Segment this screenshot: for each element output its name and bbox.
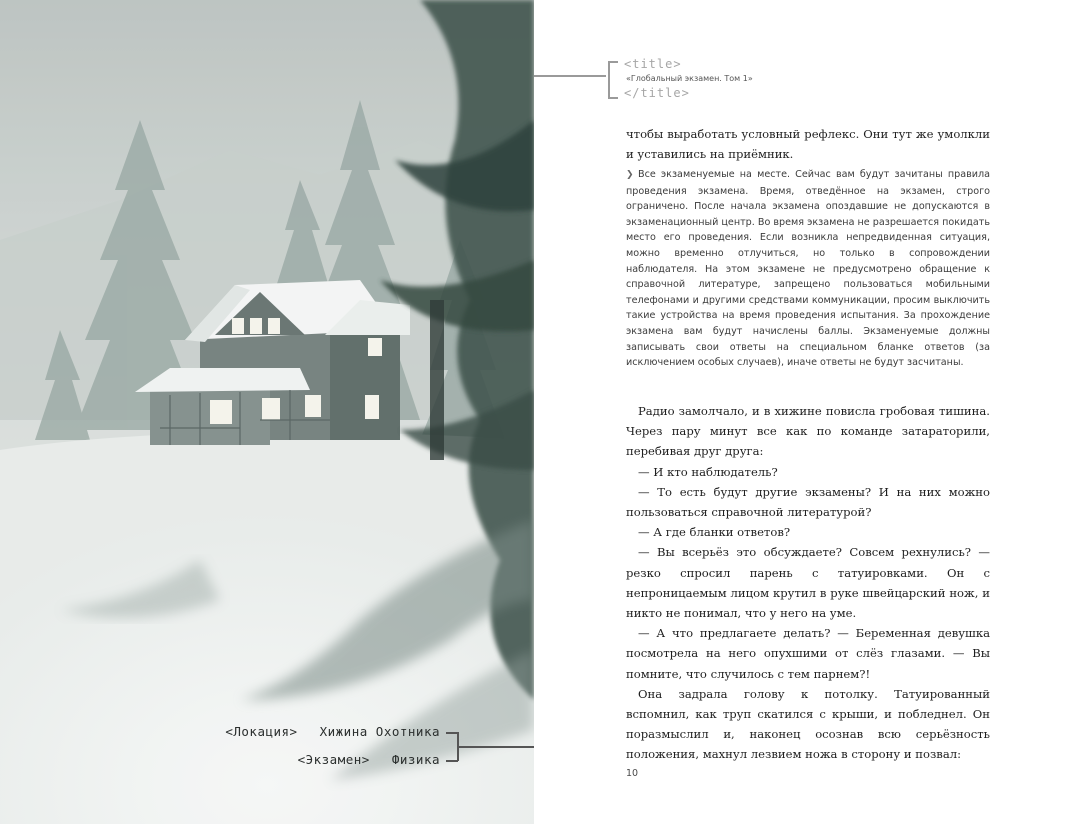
location-row	[225, 724, 440, 739]
meta-bracket-bottom	[446, 760, 458, 762]
running-title	[624, 56, 753, 101]
title-bracket	[608, 61, 618, 99]
radio-message: Все экзаменуемые на месте. Сейчас вам будут зачитаны правила проведения экзамена. Время, отведённое на экзамен, строго ограничено. После начала экзамена опоздавшие не допускаются в экзаменационный центр. Во время экзамена не разрешается покидать место его проведения. Если возникла непредвиденная ситуация, можно временно отлучиться, но только в сопровождении наблюдателя. На этом экзамене не предусмотрено обращение к справочной литературе, запрещено пользоваться мобильными телефонами и другими средствами коммуникации, просим выключить такие устройства на время проведения испытания. За прохождение экзамена вам будут начислены баллы. Экзаменуемые должны записывать свои ответы на специальном бланке ответов (за исключением особых случаев), иначе ответы не будут засчитаны.	[626, 169, 990, 369]
exam-value: Физика	[391, 752, 440, 767]
intro-paragraph: чтобы выработать условный рефлекс. Они тут же умолкли и уставились на приёмник.	[626, 127, 990, 162]
exam-row	[298, 752, 440, 767]
text-page	[534, 0, 1067, 824]
meta-bracket-connector	[457, 746, 534, 748]
paragraph: Радио замолчало, и в хижине повисла гробовая тишина. Через пару минут все как по команде затараторили, перебивая друг друга:	[626, 404, 990, 459]
page-number: 10	[626, 768, 639, 779]
location-value: Хижина Охотника	[319, 724, 440, 739]
location-label: <Локация>	[225, 724, 298, 739]
title-connector-line	[534, 75, 606, 77]
radio-chevron-icon: ❯	[626, 170, 634, 180]
radio-announcement	[626, 167, 990, 371]
paragraph: — И кто наблюдатель?	[638, 464, 778, 479]
paragraph: — А что предлагаете делать? — Беременная девушка посмотрела на него опухшими от слёз глазами. — Вы помните, что случилось с тем парнем?!	[626, 626, 990, 681]
book-title: «Глобальный экзамен. Том 1»	[626, 74, 753, 83]
exam-label: <Экзамен>	[297, 752, 370, 767]
paragraph: — А где бланки ответов?	[638, 525, 791, 540]
paragraph: — То есть будут другие экзамены? И на них можно пользоваться справочной литературой?	[626, 484, 990, 520]
intro-text	[626, 124, 990, 164]
title-open-tag: <title>	[624, 57, 682, 71]
dialogue-text	[626, 401, 990, 765]
paragraph: — Вы всерьёз это обсуждаете? Совсем рехнулись? — резко спросил парень с татуировками. Он с непроницаемым лицом крутил в руке швейцарский нож, и никто не понимал, что у него на уме.	[626, 545, 990, 621]
title-close-tag: </title>	[624, 86, 690, 100]
paragraph: Она задрала голову к потолку. Татуированный вспомнил, как труп скатился с крыши, и побледнел. Он поразмыслил и, наконец осознав всю серьёзность положения, махнул лезвием ножа в сторону и позвал:	[626, 686, 990, 762]
